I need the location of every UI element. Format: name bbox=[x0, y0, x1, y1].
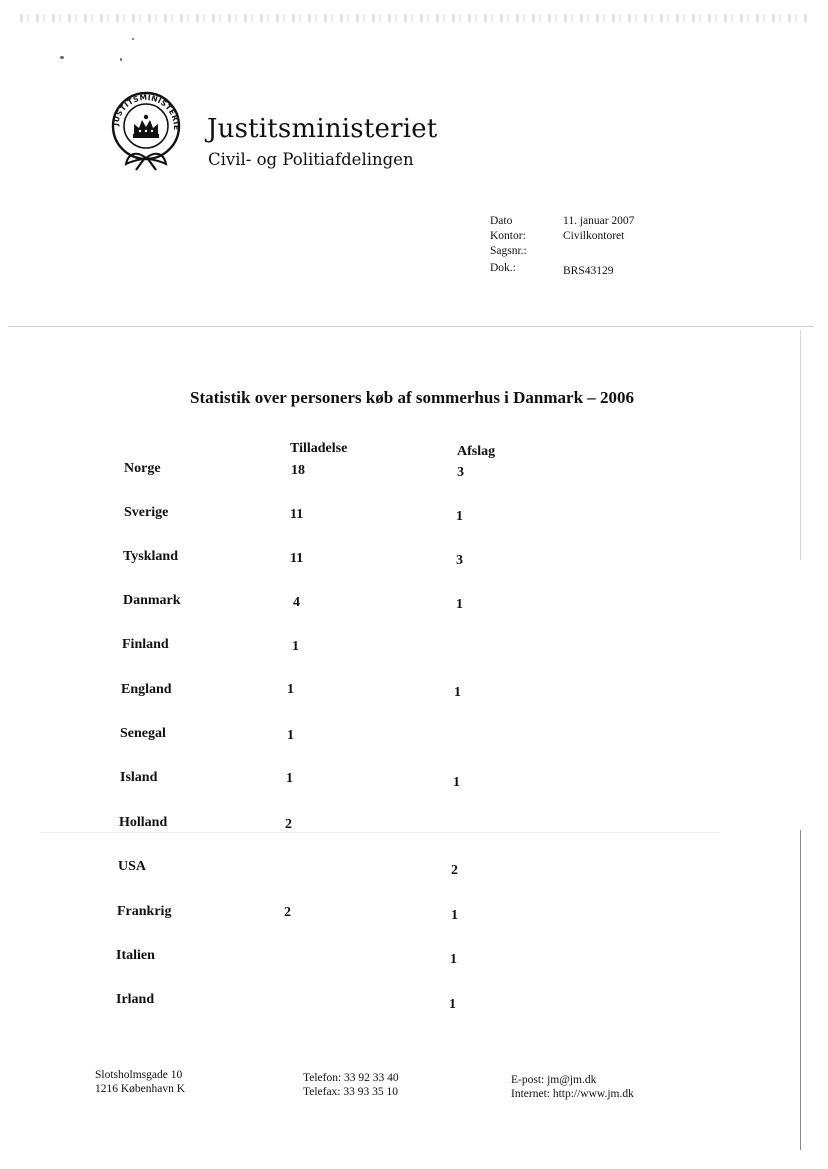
rejected-cell: 1 bbox=[449, 997, 456, 1012]
approved-cell: 18 bbox=[291, 463, 305, 478]
rejected-cell: 1 bbox=[450, 952, 457, 967]
approved-cell: 4 bbox=[293, 595, 300, 610]
ministry-seal-logo bbox=[106, 88, 186, 172]
column-header-approved: Tilladelse bbox=[290, 441, 348, 456]
table-row bbox=[0, 948, 828, 970]
country-cell: Frankrig bbox=[117, 904, 172, 919]
country-cell: Tyskland bbox=[123, 549, 178, 564]
table-row bbox=[0, 815, 828, 837]
ministry-name: Justitsministeriet bbox=[207, 114, 438, 144]
footer-web: Internet: http://www.jm.dk bbox=[511, 1088, 634, 1100]
rejected-cell: 1 bbox=[453, 775, 460, 790]
country-cell: Danmark bbox=[123, 593, 181, 608]
meta-row-date bbox=[490, 214, 634, 229]
approved-cell: 2 bbox=[285, 817, 292, 832]
rejected-cell: 1 bbox=[456, 509, 463, 524]
approved-cell: 1 bbox=[286, 771, 293, 786]
department-name: Civil- og Politiafdelingen bbox=[208, 150, 414, 169]
table-row bbox=[0, 461, 828, 483]
footer-fax: Telefax: 33 93 35 10 bbox=[303, 1086, 399, 1098]
meta-row-case-number bbox=[490, 244, 634, 259]
table-row bbox=[0, 682, 828, 704]
meta-label: Kontor: bbox=[490, 230, 526, 242]
column-header-rejected: Afslag bbox=[457, 444, 496, 459]
approved-cell: 11 bbox=[290, 507, 304, 522]
table-row bbox=[0, 904, 828, 926]
approved-cell: 2 bbox=[284, 905, 291, 920]
scan-horizontal-line bbox=[8, 326, 814, 327]
table-row bbox=[0, 992, 828, 1014]
meta-value: 11. januar 2007 bbox=[563, 215, 635, 227]
footer-street: Slotsholmsgade 10 bbox=[95, 1069, 183, 1081]
country-cell: Holland bbox=[119, 815, 168, 830]
approved-cell: 1 bbox=[287, 728, 294, 743]
rejected-cell: 3 bbox=[456, 553, 463, 568]
meta-row-office bbox=[490, 229, 634, 244]
rejected-cell: 2 bbox=[451, 863, 458, 878]
table-row bbox=[0, 549, 828, 571]
country-cell: Finland bbox=[122, 637, 169, 652]
rejected-cell: 3 bbox=[457, 465, 464, 480]
footer-postal-city: 1216 København K bbox=[95, 1083, 186, 1095]
meta-value: BRS43129 bbox=[563, 265, 614, 277]
document-title: Statistik over personers køb af sommerhus i Danmark – 2006 bbox=[190, 388, 635, 407]
approved-cell: 1 bbox=[292, 639, 299, 654]
approved-cell: 11 bbox=[290, 551, 304, 566]
meta-row-document bbox=[490, 261, 634, 276]
country-cell: Italien bbox=[116, 948, 155, 963]
meta-label: Sagsnr.: bbox=[490, 245, 527, 257]
table-row bbox=[0, 859, 828, 881]
table-row bbox=[0, 505, 828, 527]
seal-text: JUSTITSMINISTERIE bbox=[111, 92, 182, 131]
country-cell: Island bbox=[120, 770, 158, 785]
table-row bbox=[0, 726, 828, 748]
meta-label: Dato bbox=[490, 215, 513, 227]
country-cell: Sverige bbox=[124, 505, 169, 520]
footer-phone-block bbox=[303, 1071, 399, 1099]
rejected-cell: 1 bbox=[454, 685, 461, 700]
meta-label: Dok.: bbox=[490, 262, 516, 274]
rejected-cell: 1 bbox=[451, 908, 458, 923]
country-cell: Senegal bbox=[120, 726, 166, 741]
country-cell: Norge bbox=[124, 461, 161, 476]
scan-speck bbox=[60, 56, 64, 59]
footer-contact-block bbox=[511, 1073, 634, 1101]
country-cell: Irland bbox=[116, 992, 155, 1007]
country-cell: USA bbox=[118, 859, 147, 874]
country-cell: England bbox=[121, 682, 172, 697]
meta-value: Civilkontoret bbox=[563, 230, 625, 242]
scan-artifact-top bbox=[20, 14, 810, 22]
document-meta bbox=[490, 214, 634, 276]
footer-phone: Telefon: 33 92 33 40 bbox=[303, 1072, 399, 1084]
table-row bbox=[0, 770, 828, 792]
footer-email: E-post: jm@jm.dk bbox=[511, 1074, 597, 1086]
scan-speck bbox=[120, 58, 122, 61]
table-row bbox=[0, 637, 828, 659]
scan-speck bbox=[132, 38, 134, 40]
rejected-cell: 1 bbox=[456, 597, 463, 612]
table-row bbox=[0, 593, 828, 615]
footer-address bbox=[95, 1068, 185, 1096]
approved-cell: 1 bbox=[287, 682, 294, 697]
